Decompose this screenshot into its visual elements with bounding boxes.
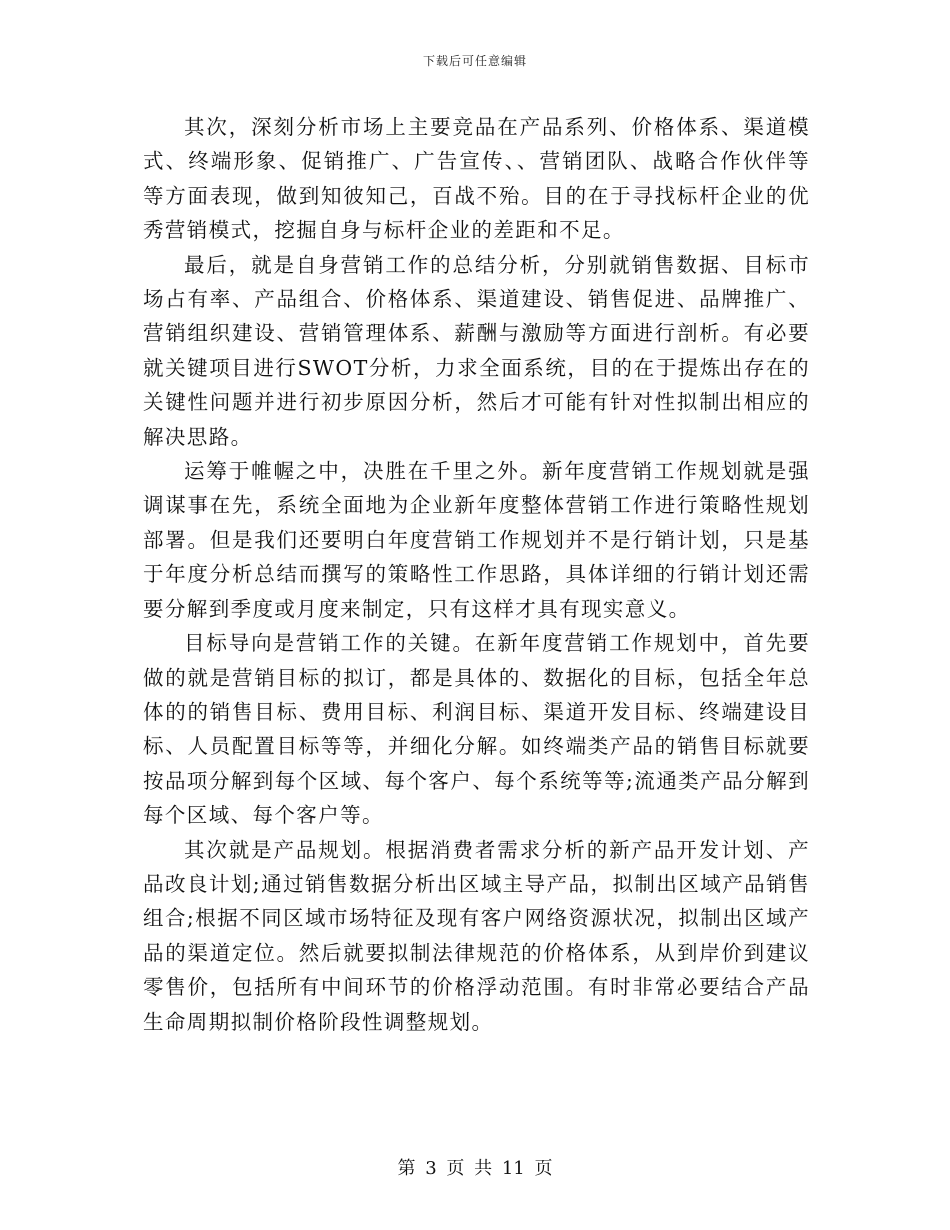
document-body xyxy=(143,110,810,1039)
paragraph-target-orientation: 目标导向是营销工作的关键。在新年度营销工作规划中，首先要做的就是营销目标的拟订，都是具体的、数据化的目标，包括全年总体的的销售目标、费用目标、利润目标、渠道开发目标、终端建设目标、人员配置目标等等，并细化分解。如终端类产品的销售目标就要按品项分解到每个区域、每个客户、每个系统等等;流通类产品分解到每个区域、每个客户等。 xyxy=(143,631,810,828)
page-number: 第 3 页 共 11 页 xyxy=(397,1158,553,1179)
page-header: 下载后可任意编辑 xyxy=(422,54,527,68)
paragraph-competitor-analysis: 其次，深刻分析市场上主要竞品在产品系列、价格体系、渠道模式、终端形象、促销推广、广告宣传、、营销团队、战略合作伙伴等等方面表现，做到知彼知己，百战不殆。目的在于寻找标杆企业的优秀营销模式，挖掘自身与标杆企业的差距和不足。 xyxy=(143,115,810,243)
paragraph-product-planning: 其次就是产品规划。根据消费者需求分析的新产品开发计划、产品改良计划;通过销售数据分析出区域主导产品，拟制出区域产品销售组合;根据不同区域市场特征及现有客户网络资源状况，拟制出区域产品的渠道定位。然后就要拟制法律规范的价格体系，从到岸价到建议零售价，包括所有中间环节的价格浮动范围。有时非常必要结合产品生命周期拟制价格阶段性调整规划。 xyxy=(143,837,810,1034)
paragraph-self-analysis: 最后，就是自身营销工作的总结分析，分别就销售数据、目标市场占有率、产品组合、价格体系、渠道建设、销售促进、品牌推广、营销组织建设、营销管理体系、薪酬与激励等方面进行剖析。有必要就关键项目进行SWOT分析，力求全面系统，目的在于提炼出存在的关键性问题并进行初步原因分析，然后才可能有针对性拟制出相应的解决思路。 xyxy=(143,252,810,449)
paragraph-annual-planning: 运筹于帷幄之中，决胜在千里之外。新年度营销工作规划就是强调谋事在先，系统全面地为企业新年度整体营销工作进行策略性规划部署。但是我们还要明白年度营销工作规划并不是行销计划，只是基于年度分析总结而撰写的策略性工作思路，具体详细的行销计划还需要分解到季度或月度来制定，只有这样才具有现实意义。 xyxy=(143,459,810,621)
